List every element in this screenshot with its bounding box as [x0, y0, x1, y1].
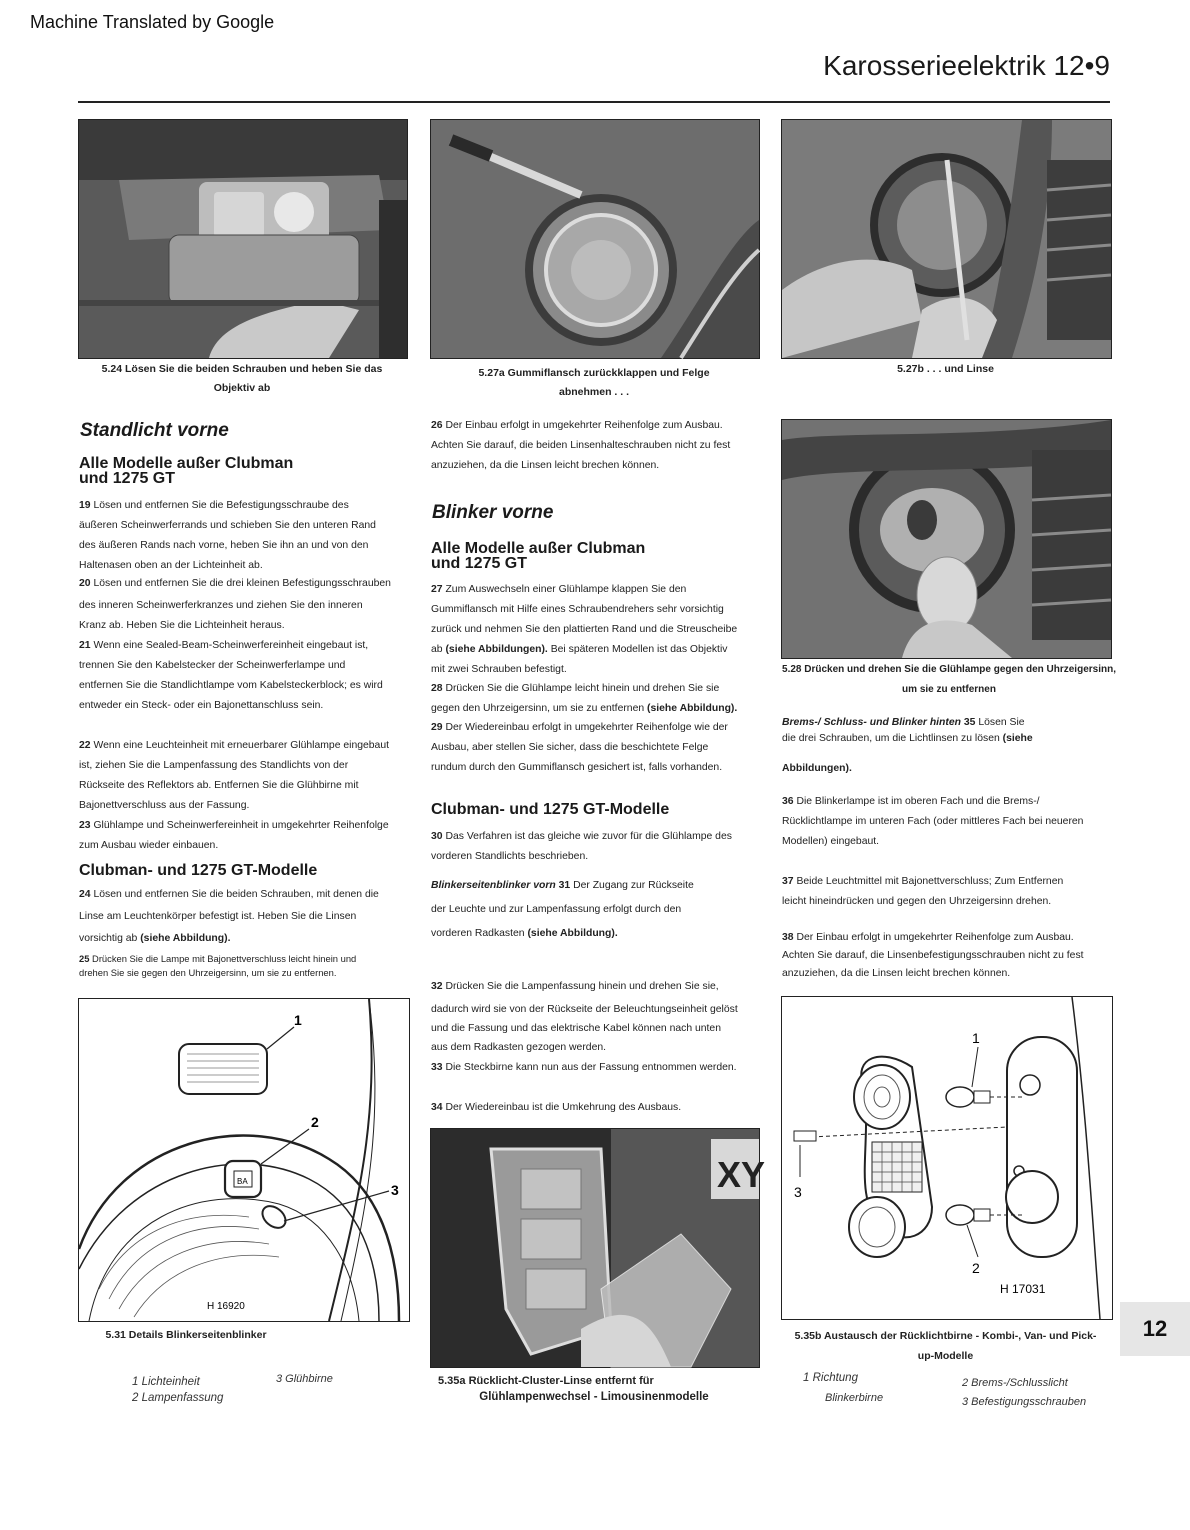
machine-translation-banner: Machine Translated by Google	[30, 12, 275, 32]
license-plate-text: XY	[717, 1154, 766, 1195]
text-line: Rücklichtlampe im unteren Fach (oder mittleres Fach bei neueren	[782, 816, 1084, 827]
text-line: zurück und nehmen Sie den plattierten Rand und die Streuscheibe	[431, 624, 738, 635]
paragraph-number: 24	[79, 889, 91, 900]
legend-item: 1 Lichteinheit	[132, 1376, 200, 1388]
diagram-5-35b	[781, 996, 1113, 1320]
text-line	[431, 416, 771, 436]
paragraph-number: 22	[79, 740, 91, 751]
text-line	[431, 679, 771, 699]
caption-5-27b	[781, 360, 1110, 379]
text-line: drehen Sie sie gegen den Uhrzeigersinn, um sie zu entfernen.	[79, 967, 337, 978]
text-span: Das Verfahren ist das gleiche wie zuvor für die Glühlampe des	[442, 831, 732, 842]
text-span: Die Steckbirne kann nun aus der Fassung entnommen werden.	[442, 1062, 737, 1073]
text-span: Lösen und entfernen Sie die beiden Schrauben, mit denen die	[90, 889, 379, 900]
caption-5-35a	[430, 1373, 758, 1405]
text-line: rundum durch den Gummiflansch gesichert ist, falls vorhanden.	[431, 762, 723, 773]
text-line: des inneren Scheinwerferkranzes und ziehen Sie den inneren	[79, 600, 363, 611]
figure-reference: (siehe	[1002, 733, 1033, 744]
paragraph-number: 33	[431, 1062, 443, 1073]
diagram-label-1: 1	[972, 1030, 980, 1046]
paragraph-36	[782, 792, 1122, 852]
text-line: Gummiflansch mit Hilfe eines Schraubendrehers sehr vorsichtig	[431, 604, 724, 615]
caption-line: abnehmen . . .	[558, 386, 629, 398]
text-line: anzuziehen, da die Linsen leicht brechen können.	[431, 460, 660, 471]
text-line	[431, 874, 771, 898]
text-span: Der Zugang zur Rückseite	[570, 880, 694, 891]
diagram-label-1: 1	[294, 1012, 302, 1028]
caption-line: Glühlampenwechsel - Limousinenmodelle	[479, 1391, 709, 1403]
legend-5-35b-right	[962, 1374, 1086, 1412]
text-span: Bei späteren Modellen ist das Objektiv	[547, 644, 728, 655]
text-span: Drücken Sie die Glühlampe leicht hinein und drehen Sie sie	[442, 683, 720, 694]
paragraph-20	[79, 574, 419, 636]
text-span: Zum Auswechseln einer Glühlampe klappen Sie den	[442, 584, 687, 595]
text-line: Ausbau, aber stellen Sie sicher, dass die beschichtete Felge	[431, 742, 709, 753]
diagram-5-31-svg	[79, 999, 409, 1321]
caption-5-24	[78, 360, 406, 398]
text-span: gegen den Uhrzeigersinn, um sie zu entfernen	[431, 703, 648, 714]
caption-line: um sie zu entfernen	[902, 684, 996, 695]
legend-item: 3 Befestigungsschrauben	[962, 1396, 1087, 1408]
paragraph-number: 26	[431, 420, 443, 431]
text-span: Wenn eine Leuchteinheit mit erneuerbarer Glühlampe eingebaut	[90, 740, 390, 751]
paragraph-number: 35	[960, 717, 976, 728]
photo-5-28	[781, 419, 1112, 659]
text-line	[431, 699, 771, 719]
paragraph-number: 31	[555, 880, 571, 891]
paragraph-number: 20	[79, 578, 91, 589]
subheading-line: und 1275 GT	[431, 555, 528, 572]
paragraph-number: 37	[782, 876, 794, 887]
paragraph-38	[782, 929, 1122, 983]
subheading-line: und 1275 GT	[79, 470, 176, 487]
inline-heading: Brems-/ Schluss- und Blinker hinten	[782, 717, 961, 728]
text-line	[79, 736, 419, 756]
diagram-label-3: 3	[794, 1184, 802, 1200]
text-span: Der Einbau erfolgt in umgekehrter Reihenfolge zum Ausbau.	[793, 932, 1074, 943]
photo-5-35a	[430, 1128, 766, 1368]
text-line: Kranz ab. Heben Sie die Lichteinheit heraus.	[79, 620, 285, 631]
paragraph-19-20	[79, 496, 419, 576]
text-line	[782, 715, 1122, 731]
page-title: Karosserieelektrik 12•9	[823, 50, 1110, 81]
subheading-alle-modelle-2	[431, 541, 645, 571]
paragraph-number: 32	[431, 981, 443, 992]
header-divider	[78, 101, 1110, 103]
paragraph-34	[431, 1098, 771, 1118]
text-span: Lösen und entfernen Sie die drei kleinen Befestigungsschrauben	[90, 578, 391, 589]
text-line	[79, 816, 419, 836]
caption-line: 5.35b Austausch der Rücklichtbirne - Kombi-, Van- und Pick-	[794, 1330, 1097, 1342]
chapter-tab: 12	[1120, 1302, 1190, 1356]
text-line: Achten Sie darauf, die Linsenbefestigungsschrauben nicht zu fest	[782, 950, 1084, 961]
caption-line: 5.27b . . . und Linse	[897, 363, 994, 375]
paragraph-37	[782, 872, 1122, 912]
text-span: die drei Schrauben, um die Lichtlinsen zu lösen	[782, 733, 1003, 744]
paragraph-number: 19	[79, 500, 91, 511]
text-line	[782, 792, 1122, 812]
text-line	[79, 636, 419, 656]
text-line: Achten Sie darauf, die beiden Linsenhalteschrauben nicht zu fest	[431, 440, 731, 451]
text-line: zum Ausbau wieder einbauen.	[79, 840, 219, 851]
text-line	[782, 761, 1122, 777]
legend-item: Blinkerbirne	[825, 1392, 884, 1404]
paragraph-number: 29	[431, 722, 443, 733]
text-span: Drücken Sie die Lampenfassung hinein und drehen Sie sie,	[442, 981, 719, 992]
text-span: Lösen und entfernen Sie die Befestigungsschraube des	[90, 500, 349, 511]
caption-line: up-Modelle	[917, 1350, 974, 1362]
caption-line: Objektiv ab	[213, 382, 271, 394]
text-line: entfernen Sie die Standlichtlampe vom Kabelsteckerblock; es wird	[79, 680, 383, 691]
photo-5-27a	[430, 119, 760, 359]
subheading-line: Alle Modelle außer Clubman	[79, 455, 294, 472]
photo-5-27b	[781, 119, 1112, 359]
inline-heading: Blinkerseitenblinker vorn	[431, 880, 556, 891]
legend-5-31-right: 3 Glühbirne	[276, 1373, 333, 1385]
figure-reference: Abbildungen).	[782, 763, 852, 774]
paragraph-number: 36	[782, 796, 794, 807]
text-line: Rückseite des Reflektors ab. Entfernen Sie die Glühbirne mit	[79, 780, 359, 791]
paragraph-number: 23	[79, 820, 91, 831]
diagram-5-35b-svg	[782, 997, 1112, 1319]
text-line: trennen Sie den Kabelstecker der Scheinwerferlampe und	[79, 660, 346, 671]
diagram-label-2: 2	[972, 1260, 980, 1276]
subheading-clubman: Clubman- und 1275 GT-Modelle	[79, 862, 318, 879]
caption-line: 5.24 Lösen Sie die beiden Schrauben und heben Sie das	[101, 363, 383, 375]
text-line: äußeren Scheinwerferrands und schieben Sie den unteren Rand	[79, 520, 376, 531]
text-line	[79, 928, 419, 950]
text-line: dadurch wird sie von der Rückseite der Beleuchtungseinheit gelöst	[431, 1004, 738, 1015]
text-line: entweder ein Steck- oder ein Bajonettanschluss sein.	[79, 700, 324, 711]
caption-line: 5.35a Rücklicht-Cluster-Linse entfernt für	[438, 1375, 654, 1387]
text-line: ist, ziehen Sie die Lampenfassung des Standlichts von der	[79, 760, 349, 771]
text-line: anzuziehen, da die Linsen leicht brechen können.	[782, 968, 1011, 979]
text-span: Die Blinkerlampe ist im oberen Fach und die Brems-/	[793, 796, 1040, 807]
figure-reference: (siehe Abbildung).	[527, 928, 618, 939]
text-line: des äußeren Rands nach vorne, heben Sie ihn an und von den	[79, 540, 369, 551]
text-line	[79, 496, 419, 516]
caption-5-28	[781, 660, 1117, 700]
paragraph-23	[79, 816, 419, 856]
text-span: ab	[431, 644, 446, 655]
text-line: und die Fassung und das elektrische Kabel können nach unten	[431, 1023, 721, 1034]
text-line: der Leuchte und zur Lampenfassung erfolgt durch den	[431, 904, 682, 915]
paragraph-26	[431, 416, 771, 476]
caption-5-27a	[430, 364, 758, 402]
paragraph-number: 38	[782, 932, 794, 943]
text-line: Bajonettverschluss aus der Fassung.	[79, 800, 250, 811]
paragraph-30	[431, 827, 771, 867]
figure-reference: (siehe Abbildung).	[140, 933, 231, 944]
text-line	[79, 952, 419, 966]
caption-line: 5.27a Gummiflansch zurückklappen und Felge	[478, 367, 710, 379]
paragraph-31	[431, 874, 771, 946]
text-line	[79, 574, 419, 594]
diagram-5-31	[78, 998, 410, 1322]
section-title-standlicht: Standlicht vorne	[80, 420, 229, 441]
photo-5-24	[78, 119, 408, 359]
paragraph-35	[782, 715, 1122, 777]
figure-reference: (siehe Abbildung).	[647, 703, 738, 714]
text-line	[431, 580, 771, 600]
legend-item: 1 Richtung	[803, 1372, 858, 1384]
text-line	[431, 922, 771, 946]
paragraph-number: 25	[79, 953, 90, 964]
text-span: Der Wiedereinbau ist die Umkehrung des Ausbaus.	[442, 1102, 682, 1113]
text-span: vorsichtig ab	[79, 933, 141, 944]
section-title-blinker: Blinker vorne	[432, 502, 554, 523]
text-span: Lösen Sie	[975, 717, 1025, 728]
text-line: vorderen Standlichts beschrieben.	[431, 851, 589, 862]
text-span: Der Einbau erfolgt in umgekehrter Reihenfolge zum Ausbau.	[442, 420, 723, 431]
paragraph-25	[79, 952, 419, 980]
text-span: Der Wiedereinbau erfolgt in umgekehrter Reihenfolge wie der	[442, 722, 728, 733]
subheading-alle-modelle	[79, 456, 293, 486]
text-line	[431, 827, 771, 847]
text-span: Drücken Sie die Lampe mit Bajonettverschluss leicht hinein und	[89, 953, 357, 964]
text-line	[431, 640, 771, 660]
paragraph-27	[431, 580, 771, 680]
text-line	[782, 731, 1122, 747]
paragraph-33	[431, 1058, 771, 1078]
text-line	[782, 872, 1122, 892]
socket-marking: BA	[237, 1177, 248, 1186]
text-line: Haltenasen oben an der Lichteinheit ab.	[79, 560, 263, 571]
paragraph-21	[79, 636, 419, 716]
paragraph-number: 34	[431, 1102, 443, 1113]
text-span: Beide Leuchtmittel mit Bajonettverschluss; Zum Entfernen	[793, 876, 1064, 887]
diagram-label-3: 3	[391, 1182, 399, 1198]
text-line	[431, 977, 771, 996]
legend-item: 2 Brems-/Schlusslicht	[962, 1377, 1068, 1389]
caption-5-31: 5.31 Details Blinkerseitenblinker	[105, 1329, 267, 1341]
text-span: Wenn eine Sealed-Beam-Scheinwerfereinheit eingebaut ist,	[90, 640, 369, 651]
text-span: vorderen Radkasten	[431, 928, 528, 939]
paragraph-number: 28	[431, 683, 443, 694]
text-line	[782, 929, 1122, 947]
paragraph-number: 30	[431, 831, 443, 842]
text-line	[431, 1058, 771, 1078]
text-line: Linse am Leuchtenkörper befestigt ist. Heben Sie die Linsen	[79, 911, 357, 922]
figure-reference: (siehe Abbildungen).	[445, 644, 548, 655]
paragraph-24	[79, 884, 419, 950]
text-line: aus dem Radkasten gezogen werden.	[431, 1042, 607, 1053]
diagram-ref: H 16920	[207, 1301, 245, 1312]
text-line	[79, 884, 419, 906]
diagram-ref: H 17031	[1000, 1282, 1046, 1296]
paragraph-29	[431, 718, 771, 778]
legend-item: 2 Lampenfassung	[132, 1392, 224, 1404]
caption-5-35b	[781, 1326, 1110, 1366]
text-line	[431, 718, 771, 738]
legend-5-35b-left	[803, 1368, 883, 1408]
text-line: mit zwei Schrauben befestigt.	[431, 664, 567, 675]
text-line	[431, 1098, 771, 1118]
legend-5-31-left	[132, 1374, 223, 1406]
caption-line: 5.28 Drücken und drehen Sie die Glühlampe gegen den Uhrzeigersinn,	[782, 664, 1116, 675]
paragraph-32	[431, 977, 771, 1057]
paragraph-number: 27	[431, 584, 443, 595]
paragraph-28	[431, 679, 771, 719]
subheading-clubman-2: Clubman- und 1275 GT-Modelle	[431, 801, 670, 818]
diagram-label-2: 2	[311, 1114, 319, 1130]
text-line: leicht hineindrücken und gegen den Uhrzeigersinn drehen.	[782, 896, 1052, 907]
paragraph-22	[79, 736, 419, 816]
text-line: Modellen) eingebaut.	[782, 836, 880, 847]
paragraph-number: 21	[79, 640, 91, 651]
text-span: Glühlampe und Scheinwerfereinheit in umgekehrter Reihenfolge	[90, 820, 389, 831]
subheading-line: Alle Modelle außer Clubman	[431, 540, 646, 557]
